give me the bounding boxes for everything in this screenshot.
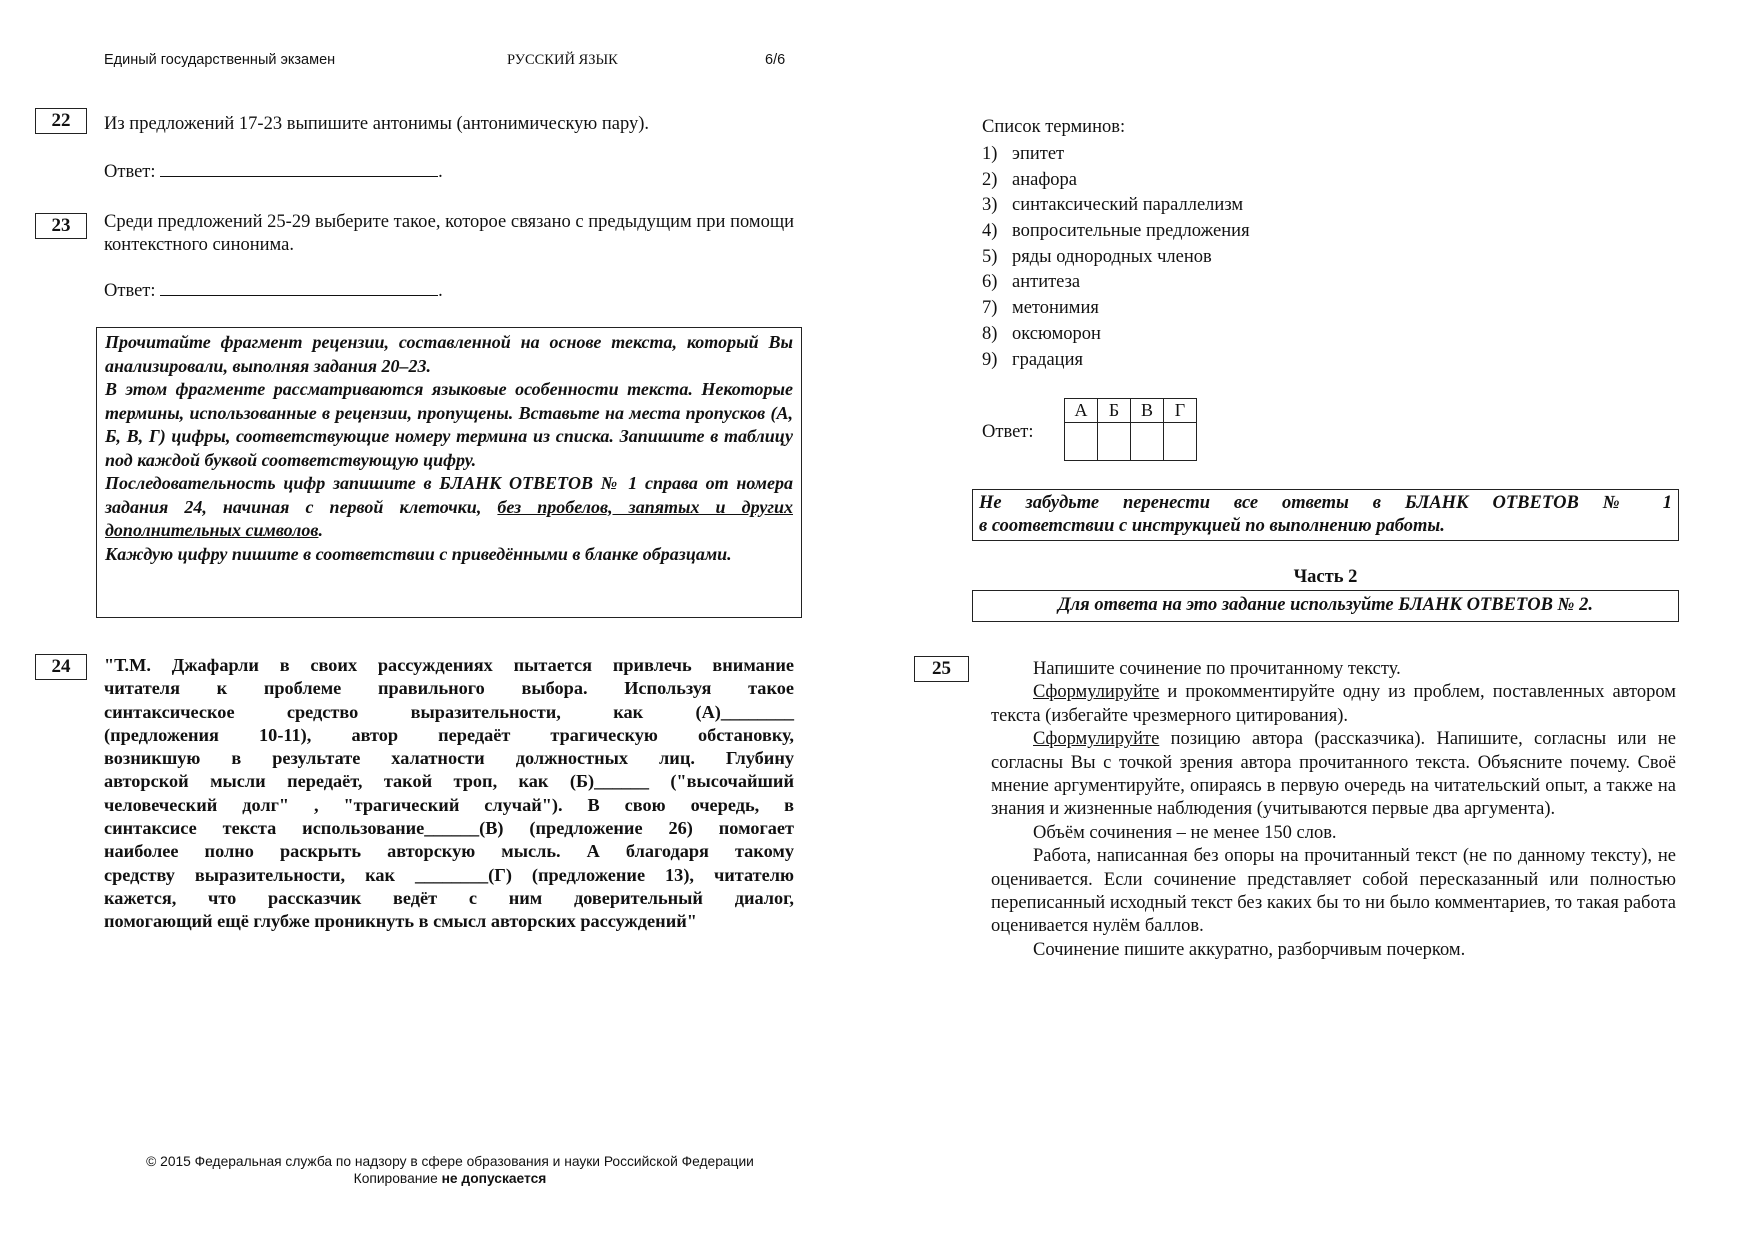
q25-paragraph-2: Сформулируйте и прокомментируйте одну из проблем, поставленных автором текста (избегайте чрезмерного цитирования). — [991, 682, 1676, 726]
q25-paragraph-6: Сочинение пишите аккуратно, разборчивым почерком. — [1033, 939, 1466, 960]
term-item — [982, 195, 1250, 221]
q25-paragraph-5: Работа, написанная без опоры на прочитанный текст (не по данному тексту), не оценивается. Если сочинение представляет собой пересказанный или полностью переписанный исходный текст без каких бы то ни было комментариев, то такая работа оценивается нулём баллов. — [991, 846, 1676, 937]
term-item — [982, 221, 1250, 247]
answer-table-header: Г — [1164, 399, 1197, 423]
question-number-22: 22 — [35, 108, 87, 134]
instructions-paragraph-2: В этом фрагменте рассматриваются языковые особенности текста. Некоторые термины, использованные в рецензии, пропущены. Вставьте на места пропусков (А, Б, В, Г) цифры, соответствующие номеру термина из списка. Запишите в таблицу под каждой буквой соответствующую цифру. — [105, 379, 793, 470]
instructions-paragraph-3: Последовательность цифр запишите в БЛАНК ОТВЕТОВ № 1 справа от номера задания 24, начиная с первой клеточки, без пробелов, запятых и других дополнительных символов. — [105, 473, 793, 540]
term-label: ряды однородных членов — [1012, 246, 1212, 267]
answer-label: Ответ: — [104, 281, 156, 301]
question-number-24: 24 — [35, 654, 87, 680]
question-23-text: Среди предложений 25-29 выберите такое, которое связано с предыдущим при помощи контекстного синонима. — [104, 212, 794, 255]
instructions-paragraph-1: Прочитайте фрагмент рецензии, составленной на основе текста, который Вы анализировали, выполняя задания 20–23. — [105, 332, 793, 376]
terms-title: Список терминов: — [982, 117, 1126, 137]
q25-paragraph-4: Объём сочинения – не менее 150 слов. — [1033, 822, 1337, 843]
term-item — [982, 350, 1250, 376]
term-label: метонимия — [1012, 298, 1099, 319]
instructions-paragraph-4: Каждую цифру пишите в соответствии с приведёнными в бланке образцами. — [105, 543, 732, 564]
question-22-text: Из предложений 17-23 выпишите антонимы (антонимическую пару). — [104, 114, 650, 134]
term-label: оксюморон — [1012, 323, 1101, 344]
answer-table-cell[interactable] — [1164, 423, 1197, 461]
q24-line: синтаксическое средство выразительности, как (А)________ — [104, 701, 794, 722]
term-number: 3) — [982, 195, 998, 216]
header-exam-title: Единый государственный экзамен — [104, 52, 336, 68]
part-2-note: Для ответа на это задание используйте БЛАНК ОТВЕТОВ № 2. — [972, 590, 1679, 622]
answer-blank[interactable] — [160, 160, 438, 177]
q24-line: наиболее полно раскрыть авторскую мысль. А благодаря такому — [104, 841, 794, 862]
q24-line: средству выразительности, как ________(Г) (предложение 13), читателю — [104, 864, 794, 885]
footer — [110, 1153, 790, 1187]
reminder-line-2: в соответствии с инструкцией по выполнению работы. — [979, 516, 1445, 536]
term-number: 1) — [982, 144, 998, 164]
answer-table-cell[interactable] — [1098, 423, 1131, 461]
question-24-text — [104, 654, 794, 934]
term-label: градация — [1012, 349, 1083, 370]
answer-table-cell[interactable] — [1065, 423, 1098, 461]
term-item — [982, 324, 1250, 350]
reminder-line-1: Не забудьте перенести все ответы в БЛАНК ОТВЕТОВ № 1 — [979, 493, 1672, 513]
term-number: 7) — [982, 298, 998, 319]
q25-paragraph-1: Напишите сочинение по прочитанному тексту. — [1033, 659, 1401, 679]
term-item — [982, 298, 1250, 324]
term-label: вопросительные предложения — [1012, 221, 1250, 242]
q24-line: человеческий долг" , "трагический случай"). В свою очередь, в — [104, 794, 794, 815]
q25-paragraph-3: Сформулируйте позицию автора (рассказчика). Напишите, согласны или не согласны Вы с точкой зрения автора прочитанного текста. Объясните почему. Своё мнение аргументируйте, опираясь в первую очередь на читательский опыт, а также на знания и жизненные наблюдения (учитываются первые два аргумента). — [991, 729, 1676, 820]
term-item — [982, 170, 1250, 196]
q24-line: возникшую в результате халатности должностных лиц. Глубину — [104, 748, 794, 769]
term-number: 5) — [982, 246, 998, 267]
term-label: эпитет — [1012, 144, 1065, 164]
answer-table — [1064, 398, 1197, 461]
term-label: анафора — [1012, 169, 1078, 190]
term-number: 8) — [982, 323, 998, 344]
answer-label: Ответ: — [104, 162, 156, 182]
answer-table-header: А — [1065, 399, 1098, 423]
term-number: 9) — [982, 349, 998, 370]
q24-line: (предложения 10-11), автор передаёт трагическую обстановку, — [104, 724, 794, 745]
reminder-box — [972, 489, 1679, 541]
question-22-answer: Ответ: . — [104, 162, 443, 182]
term-number: 2) — [982, 169, 998, 190]
answer-table-header: В — [1131, 399, 1164, 423]
answer-table-cell[interactable] — [1131, 423, 1164, 461]
term-label: антитеза — [1012, 272, 1081, 293]
question-25-text — [991, 658, 1676, 962]
terms-list — [982, 144, 1250, 375]
footer-copyright: © 2015 Федеральная служба по надзору в сфере образования и науки Российской Федерации — [146, 1154, 754, 1169]
answer-blank[interactable] — [160, 279, 438, 296]
term-item — [982, 247, 1250, 273]
q24-line: авторской мысли передаёт, такой троп, как (Б)______ ("высочайший — [104, 771, 794, 792]
underlined-text: без пробелов, запятых и других дополнительных символов — [105, 496, 793, 540]
q24-line: помогающий ещё глубже проникнуть в смысл авторских рассуждений" — [104, 911, 697, 932]
footer-copying: Копирование не допускается — [353, 1171, 547, 1186]
header-subject: РУССКИЙ ЯЗЫК — [507, 52, 618, 68]
header-page-number: 6/6 — [765, 52, 786, 68]
answer-table-header: Б — [1098, 399, 1131, 423]
q24-line: синтаксисе текста использование______(В) (предложение 26) помогает — [104, 818, 794, 839]
answer-table-label: Ответ: — [982, 422, 1034, 442]
term-number: 6) — [982, 272, 998, 293]
question-number-25: 25 — [914, 656, 969, 682]
term-item — [982, 272, 1250, 298]
q24-line: "Т.М. Джафарли в своих рассуждениях пытается привлечь внимание — [104, 655, 794, 675]
instructions-box — [96, 327, 802, 618]
term-item — [982, 144, 1250, 170]
question-number-23: 23 — [35, 213, 87, 239]
term-number: 4) — [982, 221, 998, 242]
term-label: синтаксический параллелизм — [1012, 195, 1244, 216]
q24-line: кажется, что рассказчик ведёт с ним доверительный диалог, — [104, 887, 794, 908]
question-23-answer: Ответ: . — [104, 281, 443, 301]
part-2-title: Часть 2 — [1293, 567, 1358, 587]
q24-line: читателя к проблеме правильного выбора. Используя такое — [104, 678, 794, 699]
